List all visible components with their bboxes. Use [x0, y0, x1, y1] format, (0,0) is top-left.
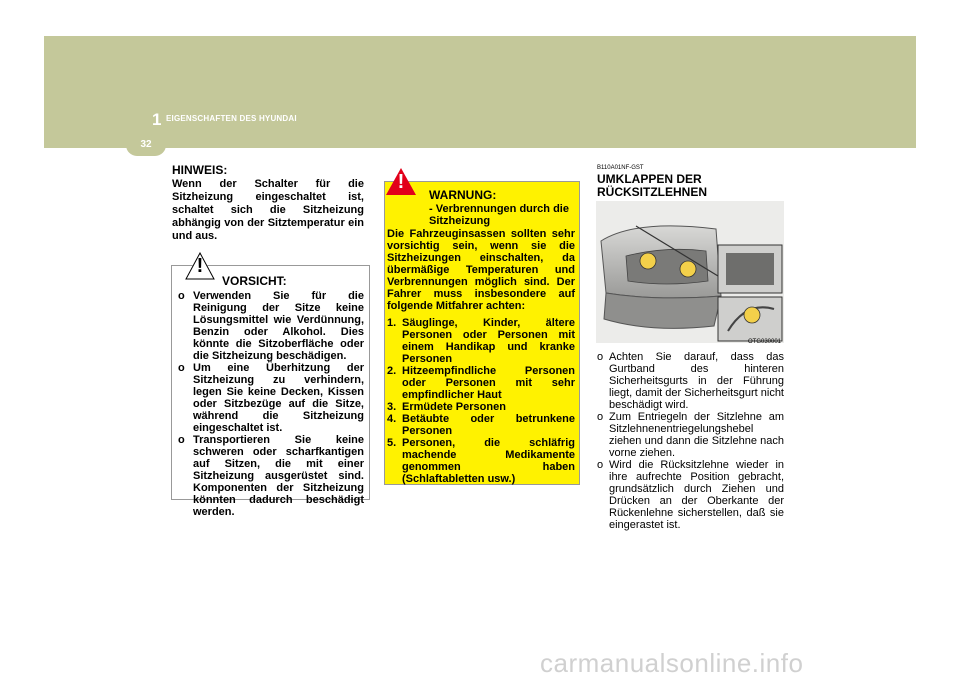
chapter-number: 1 [152, 110, 162, 129]
header-band [44, 36, 916, 148]
warnung-intro: Die Fahrzeuginsassen sollten sehr vorsichtig sein, wenn sie die Sitzheizungen einschalten, da übermäßige Temperaturen und Verbrennungen möglich sind. Der Fahrer muss insbesondere auf folgende Mitfahrer achten: [387, 228, 575, 312]
caution-triangle-outline-icon [185, 252, 215, 280]
watermark: carmanualsonline.info [540, 648, 804, 678]
vorsicht-box [171, 265, 370, 518]
hinweis-text: Wenn der Schalter für die Sitzheizung eingeschaltet ist, schaltet sich die Sitzheizung abhängig von der Sitztemperatur ein und aus. [172, 178, 364, 242]
rear-seat-drawing [596, 201, 784, 343]
arrow-icon [640, 253, 656, 269]
section-title: UMKLAPPEN DER RÜCKSITZLEHNEN [597, 172, 707, 199]
hinweis-note [172, 164, 364, 243]
warning-triangle-icon: ! [386, 168, 416, 195]
warnung-box [384, 181, 580, 485]
warnung-content [387, 228, 575, 485]
list-item: o Achten Sie darauf, dass das Gurtband des hinteren Sicherheitsgurts in der Führung liegt, damit der Sicherheitsgurt nicht beschädigt wird. [597, 351, 784, 411]
list-item: 4. Betäubte oder betrunkene Personen [387, 413, 575, 437]
list-item: o Transportieren Sie keine schweren oder scharfkantigen auf Sitzen, die mit einer Sitzheizung ausgerüstet sind. Komponenten der Sitzheizung könnten dadurch beschädigt werden. [178, 434, 364, 518]
list-item: o Zum Entriegeln der Sitzlehne am Sitzlehnenentriegelungshebel ziehen und dann die Sitzlehne nach vorne ziehen. [597, 411, 784, 459]
vorsicht-title: VORSICHT: [222, 274, 287, 288]
warnung-title: WARNUNG: [429, 188, 497, 202]
rear-seat-illustration [596, 201, 784, 343]
section-list [597, 351, 784, 531]
caution-triangle-icon: ! [185, 252, 215, 279]
list-item: 5. Personen, die schläfrig machende Medikamente genommen haben (Schlaftabletten usw.) [387, 437, 575, 485]
chapter-title: EIGENSCHAFTEN DES HYUNDAI [166, 114, 297, 123]
section-code: B110A01NF-GST [597, 165, 644, 171]
arrow-icon [680, 261, 696, 277]
list-item: 3. Ermüdete Personen [387, 401, 506, 413]
vorsicht-list [178, 290, 364, 518]
list-item: o Um eine Überhitzung der Sitzheizung zu verhindern, legen Sie keine Decken, Kissen oder Sitzbezüge auf die Sitze, während die Sitzheizung eingeschaltet ist. [178, 362, 364, 434]
list-item: 1. Säuglinge, Kinder, ältere Personen oder Personen mit einem Handikap und kranke Personen [387, 317, 575, 365]
list-item: o Verwenden Sie für die Reinigung der Sitze keine Lösungsmittel wie Verdünnung, Benzin oder Alkohol. Dies könnte die Sitzoberfläche oder die Sitzheizung beschädigen. [178, 290, 364, 362]
hinweis-heading: HINWEIS: [172, 163, 228, 177]
warnung-subtitle: - Verbrennungen durch die Sitzheizung [429, 203, 569, 227]
list-item: 2. Hitzeempfindliche Personen oder Personen mit sehr empfindlicher Haut [387, 365, 575, 401]
image-code: OTG030001 [748, 339, 782, 345]
list-item: o Wird die Rücksitzlehne wieder in ihre aufrechte Position gebracht, grundsätzlich durch Ziehen und Drücken an der Oberkante der Rückenlehne sicherstellen, daß sie eingerastet ist. [597, 459, 784, 531]
page-number: 32 [140, 139, 152, 150]
arrow-icon [744, 307, 760, 323]
